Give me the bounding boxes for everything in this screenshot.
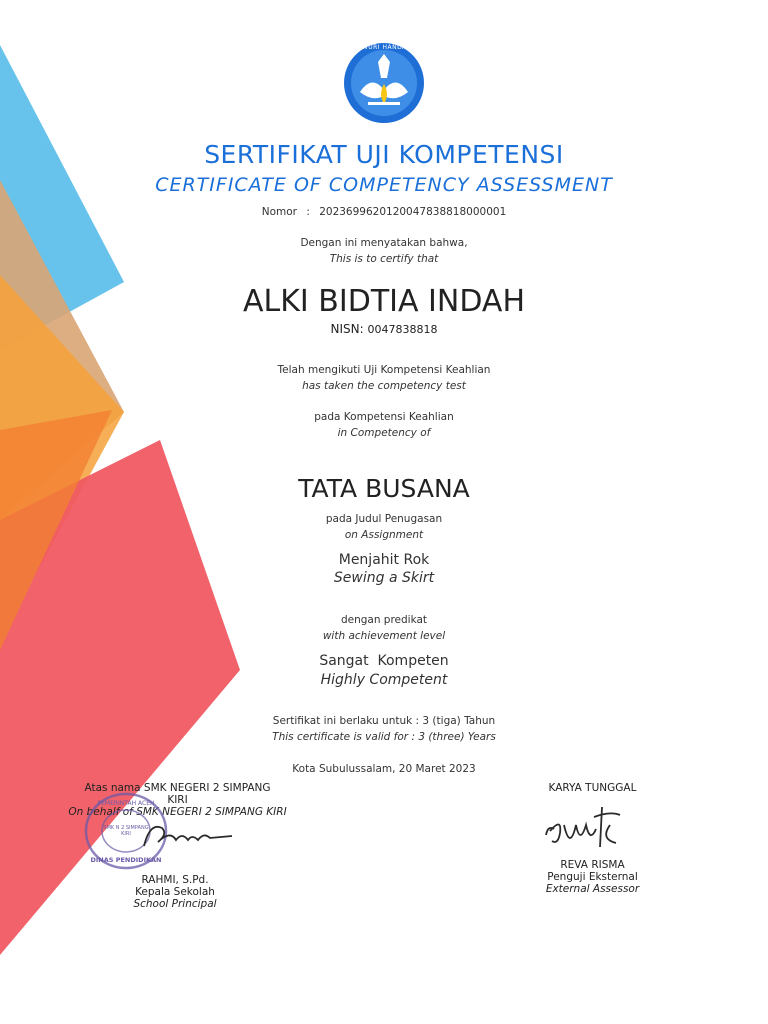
- competency-label: pada Kompetensi Keahlian: [314, 411, 454, 423]
- assessor-signature: [540, 795, 635, 860]
- nisn-label: NISN:: [330, 322, 364, 336]
- recipient-nisn: [0, 322, 768, 336]
- competency-value: TATA BUSANA: [298, 474, 470, 503]
- assessor-role-english: External Assessor: [545, 883, 640, 895]
- predicate-label: dengan predikat: [340, 614, 428, 626]
- on-behalf-line2: KIRI: [167, 794, 188, 806]
- right-signatory-footer: [510, 859, 675, 895]
- assessor-role: Penguji Eksternal: [547, 871, 638, 883]
- certificate-title-english: CERTIFICATE OF COMPETENCY ASSESSMENT: [155, 174, 613, 196]
- tut-wuri-handayani-logo: [334, 42, 434, 124]
- certificate-number: [0, 206, 768, 218]
- predicate-value-english: Highly Competent: [320, 672, 448, 688]
- assessor-name: REVA RISMA: [560, 859, 625, 871]
- validity-text: Sertifikat ini berlaku untuk : 3 (tiga) Tahun: [272, 715, 496, 727]
- certificate-title: SERTIFIKAT UJI KOMPETENSI: [204, 140, 564, 169]
- assignment-label: pada Judul Penugasan: [325, 513, 443, 525]
- left-signatory-footer: [95, 874, 255, 910]
- number-value: 2023699620120047838818000001: [319, 206, 507, 218]
- stamp-bottom-text: DINAS PENDIDIKAN: [90, 856, 162, 864]
- predicate-value: Sangat Kompeten: [319, 653, 449, 669]
- certify-text-english: This is to certify that: [329, 253, 439, 265]
- assignment-value: Menjahit Rok: [338, 552, 430, 568]
- assignment-value-english: Sewing a Skirt: [333, 570, 435, 586]
- number-separator: :: [306, 206, 310, 218]
- on-behalf-line1: Atas nama SMK NEGERI 2 SIMPANG: [84, 782, 271, 794]
- on-behalf-english: On behalf of SMK NEGERI 2 SIMPANG KIRI: [68, 806, 287, 818]
- certify-text: Dengan ini menyatakan bahwa,: [300, 237, 468, 249]
- assignment-label-english: on Assignment: [344, 529, 424, 541]
- competency-label-english: in Competency of: [337, 427, 431, 439]
- principal-role: Kepala Sekolah: [135, 886, 215, 898]
- assessor-organization: KARYA TUNGGAL: [548, 782, 637, 794]
- predicate-label-english: with achievement level: [322, 630, 446, 642]
- logo-text: TUT WURI HANDAYANI: [346, 44, 422, 51]
- recipient-name: ALKI BIDTIA INDAH: [243, 284, 525, 319]
- principal-name: RAHMI, S.Pd.: [141, 874, 209, 886]
- nisn-value: 0047838818: [367, 323, 438, 336]
- principal-signature: [140, 816, 235, 856]
- number-label: Nomor: [261, 206, 297, 218]
- test-text-english: has taken the competency test: [302, 380, 466, 392]
- stamp-top-text: PEMERINTAH ACEH: [97, 800, 155, 807]
- test-text: Telah mengikuti Uji Kompetensi Keahlian: [277, 364, 491, 376]
- place-date: Kota Subulussalam, 20 Maret 2023: [292, 763, 476, 775]
- stamp-center-text: SMK N 2 SIMPANG KIRI: [103, 825, 149, 837]
- validity-text-english: This certificate is valid for : 3 (three) Years: [272, 731, 496, 743]
- principal-role-english: School Principal: [133, 898, 217, 910]
